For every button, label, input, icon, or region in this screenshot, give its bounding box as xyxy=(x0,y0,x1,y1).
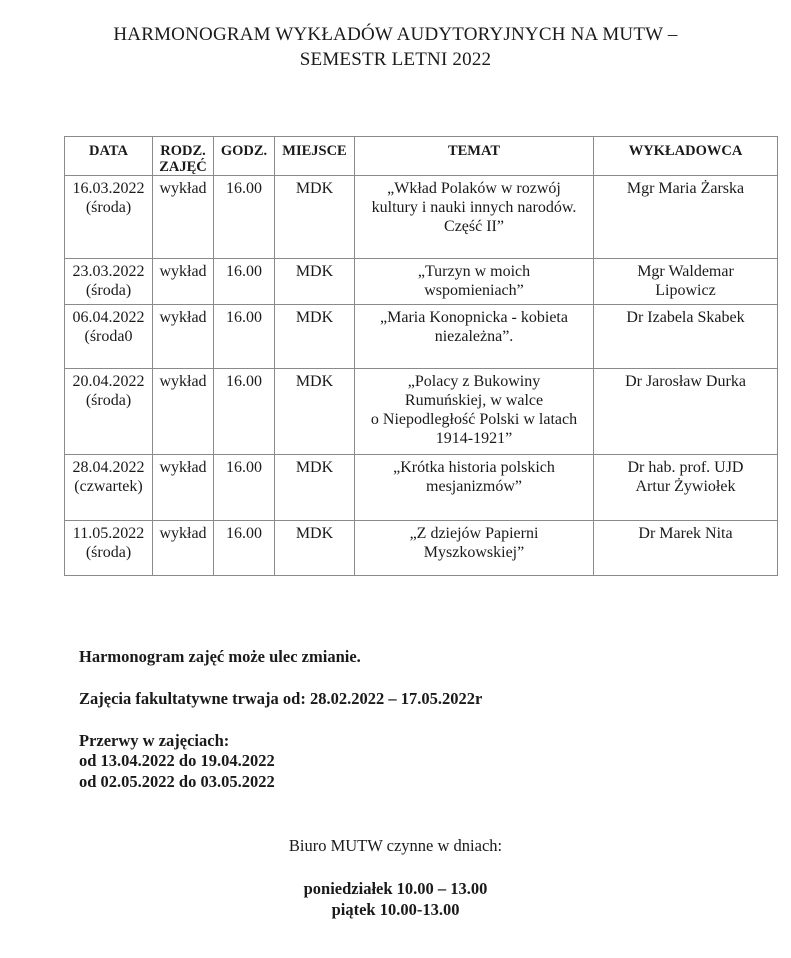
cell-class-type xyxy=(153,369,214,455)
class-type-text: wykład xyxy=(159,373,207,390)
table-row xyxy=(65,455,778,521)
topic-line: mesjanizmów” xyxy=(426,478,522,495)
lecturer-line: Lipowicz xyxy=(655,282,716,299)
cell-hour xyxy=(214,176,275,259)
cell-date xyxy=(65,305,153,369)
cell-place xyxy=(275,521,355,576)
place-text: MDK xyxy=(295,263,334,280)
breaks-heading: Przerwy w zajęciach: xyxy=(79,731,230,750)
table-row xyxy=(65,259,778,305)
table-row xyxy=(65,369,778,455)
header-topic: TEMAT xyxy=(355,137,594,176)
cell-class-type xyxy=(153,259,214,305)
header-class-type xyxy=(153,137,214,176)
office-hours-intro: Biuro MUTW czynne w dniach: xyxy=(288,836,503,855)
weekday-text: (środa) xyxy=(85,282,132,299)
hour-text: 16.00 xyxy=(226,525,262,542)
schedule-change-note: Harmonogram zajęć może ulec zmianie. xyxy=(79,647,361,666)
document-title-line-1: HARMONOGRAM WYKŁADÓW AUDYTORYJNYCH NA MUTW – xyxy=(113,24,678,45)
hour-text: 16.00 xyxy=(226,373,262,390)
weekday-text: (środa) xyxy=(85,392,132,409)
office-hours-monday: poniedziałek 10.00 – 13.00 xyxy=(303,879,488,898)
cell-topic xyxy=(355,521,594,576)
weekday-text: (czwartek) xyxy=(74,478,143,495)
cell-hour xyxy=(214,521,275,576)
date-text: 28.04.2022 xyxy=(72,459,145,476)
lecture-schedule-table xyxy=(64,136,778,576)
class-type-text: wykład xyxy=(159,180,207,197)
topic-line: „Turzyn w moich xyxy=(417,263,531,280)
office-hours-friday: piątek 10.00-13.00 xyxy=(331,900,460,919)
header-class-type-line-1: RODZ. xyxy=(160,143,206,159)
header-place: MIEJSCE xyxy=(275,137,355,176)
table-row xyxy=(65,305,778,369)
header-hour: GODZ. xyxy=(214,137,275,176)
break-period-1: od 13.04.2022 do 19.04.2022 xyxy=(79,751,275,770)
cell-lecturer xyxy=(594,305,778,369)
lecturer-line: Dr Marek Nita xyxy=(638,525,733,542)
place-text: MDK xyxy=(295,525,334,542)
lecturer-line: Mgr Maria Żarska xyxy=(626,180,745,197)
cell-place xyxy=(275,455,355,521)
cell-lecturer xyxy=(594,259,778,305)
cell-lecturer xyxy=(594,521,778,576)
topic-line: „Maria Konopnicka - kobieta xyxy=(380,309,568,326)
topic-line: wspomieniach” xyxy=(424,282,524,299)
weekday-text: (środa0 xyxy=(84,328,133,345)
cell-hour xyxy=(214,369,275,455)
table-body xyxy=(65,176,778,576)
date-text: 23.03.2022 xyxy=(72,263,145,280)
hour-text: 16.00 xyxy=(226,263,262,280)
cell-lecturer xyxy=(594,455,778,521)
topic-line: 1914-1921” xyxy=(435,430,513,447)
cell-place xyxy=(275,305,355,369)
topic-line: Część II” xyxy=(444,218,504,235)
cell-topic xyxy=(355,305,594,369)
date-text: 16.03.2022 xyxy=(72,180,145,197)
topic-line: Rumuńskiej, w walce xyxy=(404,392,544,409)
header-lecturer: WYKŁADOWCA xyxy=(594,137,778,176)
lecturer-line: Dr Izabela Skabek xyxy=(626,309,745,326)
cell-date xyxy=(65,176,153,259)
hour-text: 16.00 xyxy=(226,180,262,197)
class-type-text: wykład xyxy=(159,309,207,326)
header-date: DATA xyxy=(65,137,153,176)
break-period-2: od 02.05.2022 do 03.05.2022 xyxy=(79,772,275,791)
cell-date xyxy=(65,455,153,521)
topic-line: Myszkowskiej” xyxy=(423,544,525,561)
place-text: MDK xyxy=(295,309,334,326)
place-text: MDK xyxy=(295,180,334,197)
date-text: 11.05.2022 xyxy=(72,525,145,542)
class-type-text: wykład xyxy=(159,263,207,280)
cell-topic xyxy=(355,176,594,259)
lecturer-line: Mgr Waldemar xyxy=(637,263,734,280)
topic-line: o Niepodległość Polski w latach xyxy=(370,411,578,428)
weekday-text: (środa) xyxy=(85,544,132,561)
lecturer-line: Dr Jarosław Durka xyxy=(625,373,746,390)
topic-line: kultury i nauki innych narodów. xyxy=(371,199,577,216)
cell-topic xyxy=(355,455,594,521)
cell-class-type xyxy=(153,176,214,259)
class-type-text: wykład xyxy=(159,459,207,476)
place-text: MDK xyxy=(295,459,334,476)
topic-line: „Krótka historia polskich xyxy=(393,459,555,476)
cell-hour xyxy=(214,305,275,369)
cell-lecturer xyxy=(594,176,778,259)
table-row xyxy=(65,176,778,259)
cell-topic xyxy=(355,369,594,455)
place-text: MDK xyxy=(295,373,334,390)
cell-class-type xyxy=(153,305,214,369)
cell-lecturer xyxy=(594,369,778,455)
cell-hour xyxy=(214,259,275,305)
document-title-line-2: SEMESTR LETNI 2022 xyxy=(299,49,492,70)
cell-date xyxy=(65,521,153,576)
topic-line: „Z dziejów Papierni xyxy=(409,525,539,542)
cell-date xyxy=(65,369,153,455)
date-text: 20.04.2022 xyxy=(72,373,145,390)
cell-place xyxy=(275,176,355,259)
topic-line: niezależna”. xyxy=(434,328,514,345)
table-header-row xyxy=(65,137,778,176)
cell-place xyxy=(275,369,355,455)
topic-line: „Polacy z Bukowiny xyxy=(407,373,541,390)
date-text: 06.04.2022 xyxy=(72,309,145,326)
cell-place xyxy=(275,259,355,305)
header-class-type-line-2: ZAJĘĆ xyxy=(159,159,207,175)
cell-hour xyxy=(214,455,275,521)
course-duration-note: Zajęcia fakultatywne trwaja od: 28.02.2022 – 17.05.2022r xyxy=(79,689,483,708)
table-row xyxy=(65,521,778,576)
hour-text: 16.00 xyxy=(226,459,262,476)
cell-class-type xyxy=(153,521,214,576)
cell-date xyxy=(65,259,153,305)
hour-text: 16.00 xyxy=(226,309,262,326)
lecturer-line: Dr hab. prof. UJD xyxy=(627,459,744,476)
class-type-text: wykład xyxy=(159,525,207,542)
cell-class-type xyxy=(153,455,214,521)
cell-topic xyxy=(355,259,594,305)
lecturer-line: Artur Żywiołek xyxy=(635,478,736,495)
weekday-text: (środa) xyxy=(85,199,132,216)
topic-line: „Wkład Polaków w rozwój xyxy=(387,180,561,197)
